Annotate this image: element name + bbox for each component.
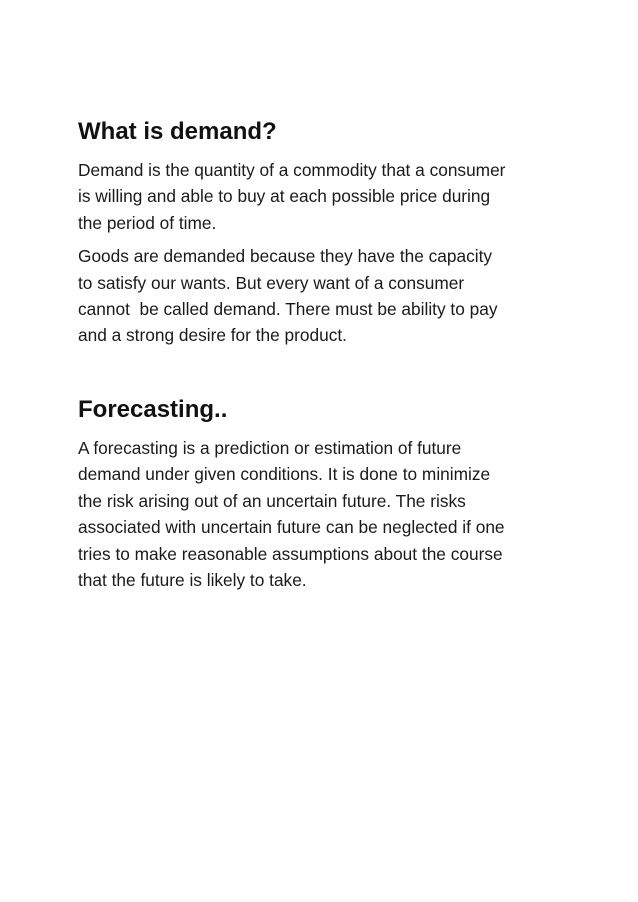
text-line: and a strong desire for the product.	[78, 325, 347, 346]
text-line: Goods are demanded because they have the capacity	[78, 246, 493, 267]
text-line: the period of time.	[78, 212, 217, 233]
text-line: that the future is likely to take.	[78, 570, 307, 591]
section-heading: What is demand?	[78, 118, 277, 145]
text-line: associated with uncertain future can be neglected if one	[78, 517, 505, 538]
text-line: to satisfy our wants. But every want of a consumer	[78, 272, 465, 293]
paragraph	[78, 243, 568, 349]
text-line: cannot be called demand. There must be ability to pay	[78, 299, 498, 320]
text-line: is willing and able to buy at each possible price during	[78, 186, 491, 207]
section-heading: Forecasting..	[78, 396, 228, 423]
text-line: Demand is the quantity of a commodity that a consumer	[78, 160, 506, 180]
section-forecasting	[78, 395, 568, 600]
paragraph	[78, 157, 568, 236]
text-line: the risk arising out of an uncertain future. The risks	[78, 490, 466, 511]
text-line: tries to make reasonable assumptions about the course	[78, 543, 503, 564]
section-what-is-demand	[78, 117, 568, 356]
text-line: A forecasting is a prediction or estimation of future	[78, 438, 462, 458]
paragraph	[78, 435, 568, 593]
text-line: demand under given conditions. It is done to minimize	[78, 464, 491, 485]
